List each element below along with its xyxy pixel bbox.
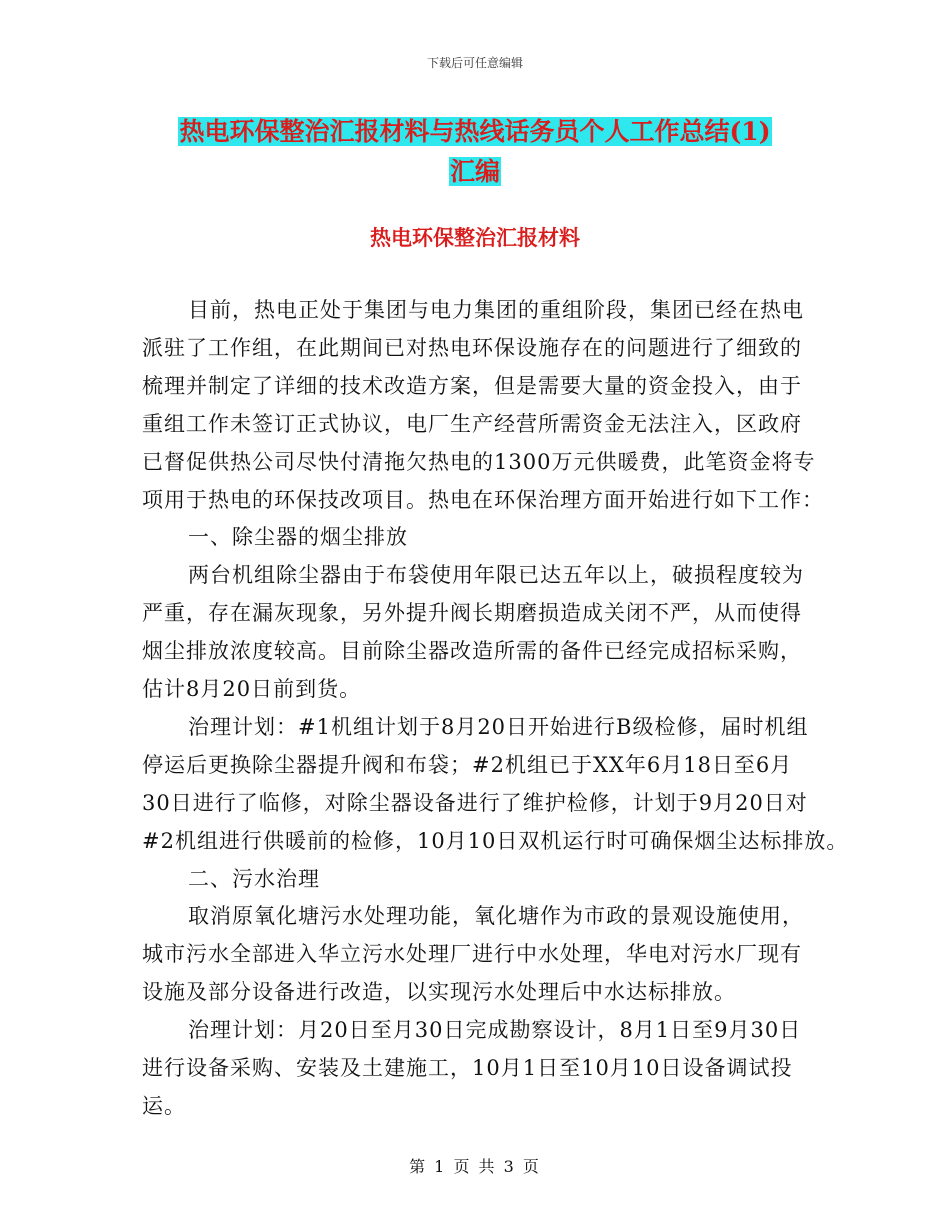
body-line: 严重，存在漏灰现象，另外提升阀长期磨损造成关闭不严，从而使得 (142, 601, 802, 626)
body-line: 治理计划：#1机组计划于8月20日开始进行B级检修，届时机组 (188, 714, 809, 739)
body-line: 两台机组除尘器由于布袋使用年限已达五年以上，破损程度较为 (188, 563, 804, 588)
title-line-1: 热电环保整治汇报材料与热线话务员个人工作总结(1) (179, 117, 771, 146)
body-line: 目前，热电正处于集团与电力集团的重组阶段，集团已经在热电 (188, 298, 804, 322)
body-line: 城市污水全部进入华立污水处理厂进行中水处理，华电对污水厂现有 (142, 942, 802, 967)
body-line: 设施及部分设备进行改造，以实现污水处理后中水达标排放。 (142, 980, 736, 1005)
body-line: 二、污水治理 (188, 866, 320, 891)
body-line: 停运后更换除尘器提升阀和布袋；#2机组已于XX年6月18日至6月 (142, 752, 793, 777)
body-line: 一、除尘器的烟尘排放 (188, 525, 408, 550)
body-line: 重组工作未签订正式协议，电厂生产经营所需资金无法注入，区政府 (142, 411, 802, 436)
title-line-2: 汇编 (449, 157, 500, 186)
body-line: 进行设备采购、安装及土建施工，10月1日至10月10日设备调试投 (142, 1056, 793, 1080)
page-footer: 第 1 页 共 3 页 (409, 1157, 541, 1176)
body-line: 估计8月20日前到货。 (142, 677, 362, 701)
body-line: 梳理并制定了详细的技术改造方案，但是需要大量的资金投入，由于 (142, 373, 802, 398)
body-line: 烟尘排放浓度较高。目前除尘器改造所需的备件已经完成招标采购， (142, 639, 802, 664)
body-line: 治理计划：月20日至月30日完成勘察设计，8月1日至9月30日 (188, 1018, 802, 1043)
body-line: 取消原氧化塘污水处理功能，氧化塘作为市政的景观设施使用， (188, 904, 804, 929)
section-title: 热电环保整治汇报材料 (370, 225, 580, 250)
document-title (0, 112, 950, 192)
body-line: 项用于热电的环保技改项目。热电在环保治理方面开始进行如下工作： (142, 487, 824, 512)
body-line: 30日进行了临修，对除尘器设备进行了维护检修，计划于9月20日对 (142, 790, 808, 815)
body-line: #2机组进行供暖前的检修，10月10日双机运行时可确保烟尘达标排放。 (142, 828, 849, 853)
body-line: 已督促供热公司尽快付清拖欠热电的1300万元供暖费，此笔资金将专 (142, 449, 816, 474)
body-line: 派驻了工作组，在此期间已对热电环保设施存在的问题进行了细致的 (142, 335, 802, 360)
body-line: 运。 (142, 1093, 186, 1118)
header-note: 下载后可任意编辑 (426, 56, 523, 70)
